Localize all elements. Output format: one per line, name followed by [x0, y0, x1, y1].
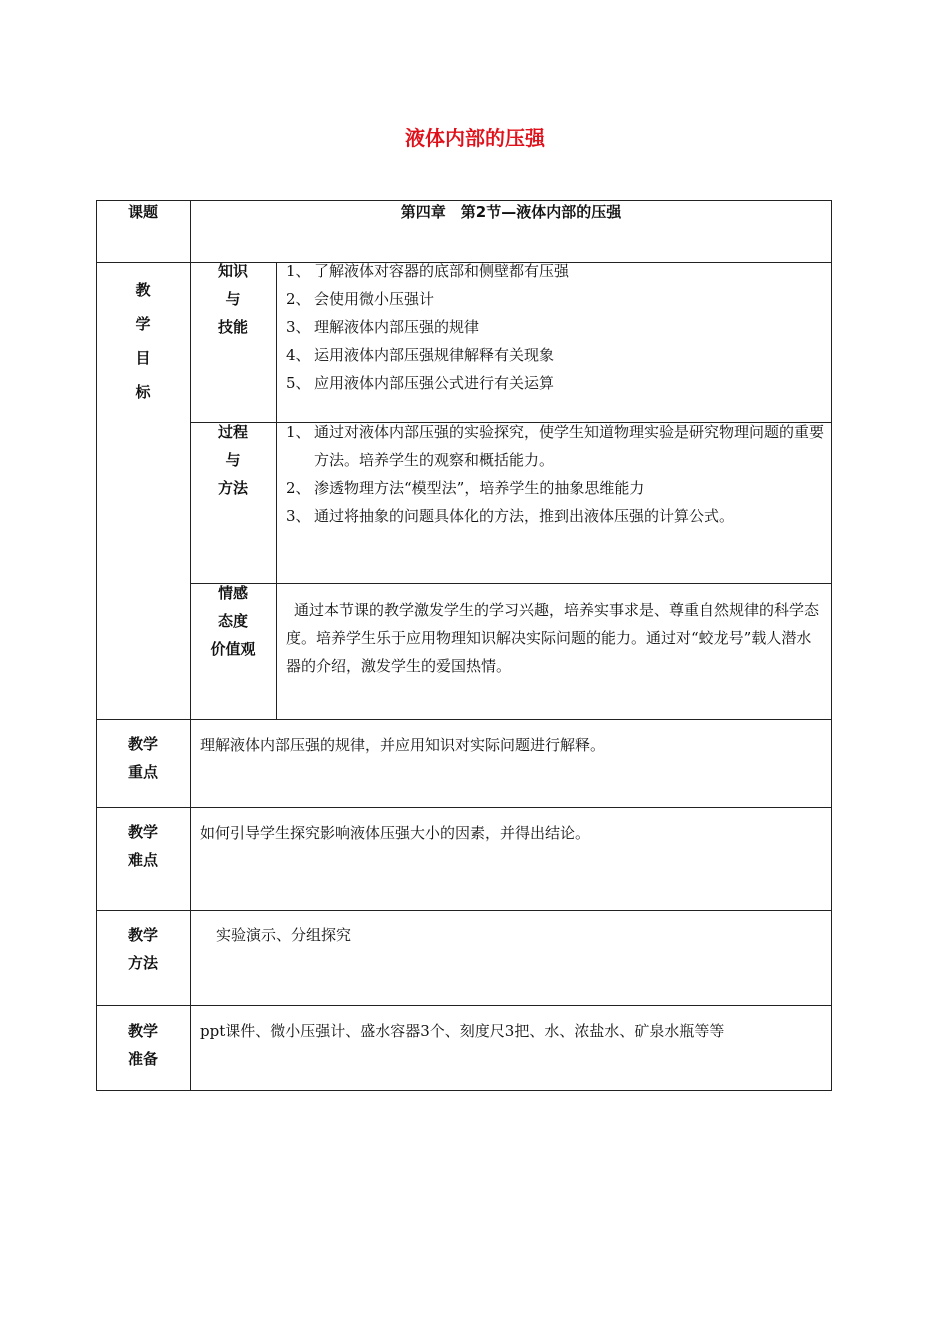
list-item: 2、 渗透物理方法“模型法”，培养学生的抽象思维能力 [286, 479, 645, 497]
methods-label: 教学 方法 [127, 926, 158, 972]
process-label: 过程 与 方法 [217, 423, 248, 497]
list-item: 4、 运用液体内部压强规律解释有关现象 [286, 346, 555, 364]
list-item: 3、 理解液体内部压强的规律 [286, 318, 480, 336]
list-item: 5、 应用液体内部压强公式进行有关运算 [286, 374, 555, 392]
emotion-label: 情感 态度 价值观 [210, 584, 256, 658]
list-item: 1、 了解液体对容器的底部和侧壁都有压强 [286, 262, 570, 280]
key-points-value: 理解液体内部压强的规律，并应用知识对实际问题进行解释。 [200, 736, 606, 754]
document-title: 液体内部的压强 [405, 126, 545, 150]
emotion-text: 通过本节课的教学激发学生的学习兴趣，培养实事求是、尊重自然规律的科学态度。培养学生乐于应用物理知识解决实际问题的能力。通过对“蛟龙号”载人潜水器的介绍，激发学生的爱国热情。 [286, 601, 820, 675]
difficulties-label: 教学 难点 [127, 823, 158, 869]
list-item: 3、 通过将抽象的问题具体化的方法，推到出液体压强的计算公式。 [286, 507, 735, 525]
topic-value: 第四章 第2节—液体内部的压强 [400, 203, 622, 221]
knowledge-list [286, 257, 826, 397]
preparation-label: 教学 准备 [127, 1022, 158, 1068]
list-item: 1、 通过对液体内部压强的实验探究，使学生知道物理实验是研究物理问题的重要方法。培养学生的观察和概括能力。 [286, 423, 825, 469]
key-points-label: 教学 重点 [127, 735, 158, 781]
topic-label: 课题 [127, 203, 158, 221]
process-list [286, 418, 826, 530]
preparation-value: ppt课件、微小压强计、盛水容器3个、刻度尺3把、水、浓盐水、矿泉水瓶等等 [200, 1022, 725, 1040]
list-item: 2、 会使用微小压强计 [286, 290, 435, 308]
knowledge-label: 知识 与 技能 [217, 262, 248, 336]
methods-value: 实验演示、分组探究 [216, 926, 352, 944]
difficulties-value: 如何引导学生探究影响液体压强大小的因素，并得出结论。 [200, 824, 591, 842]
objectives-label: 教 学 目 标 [135, 281, 151, 401]
